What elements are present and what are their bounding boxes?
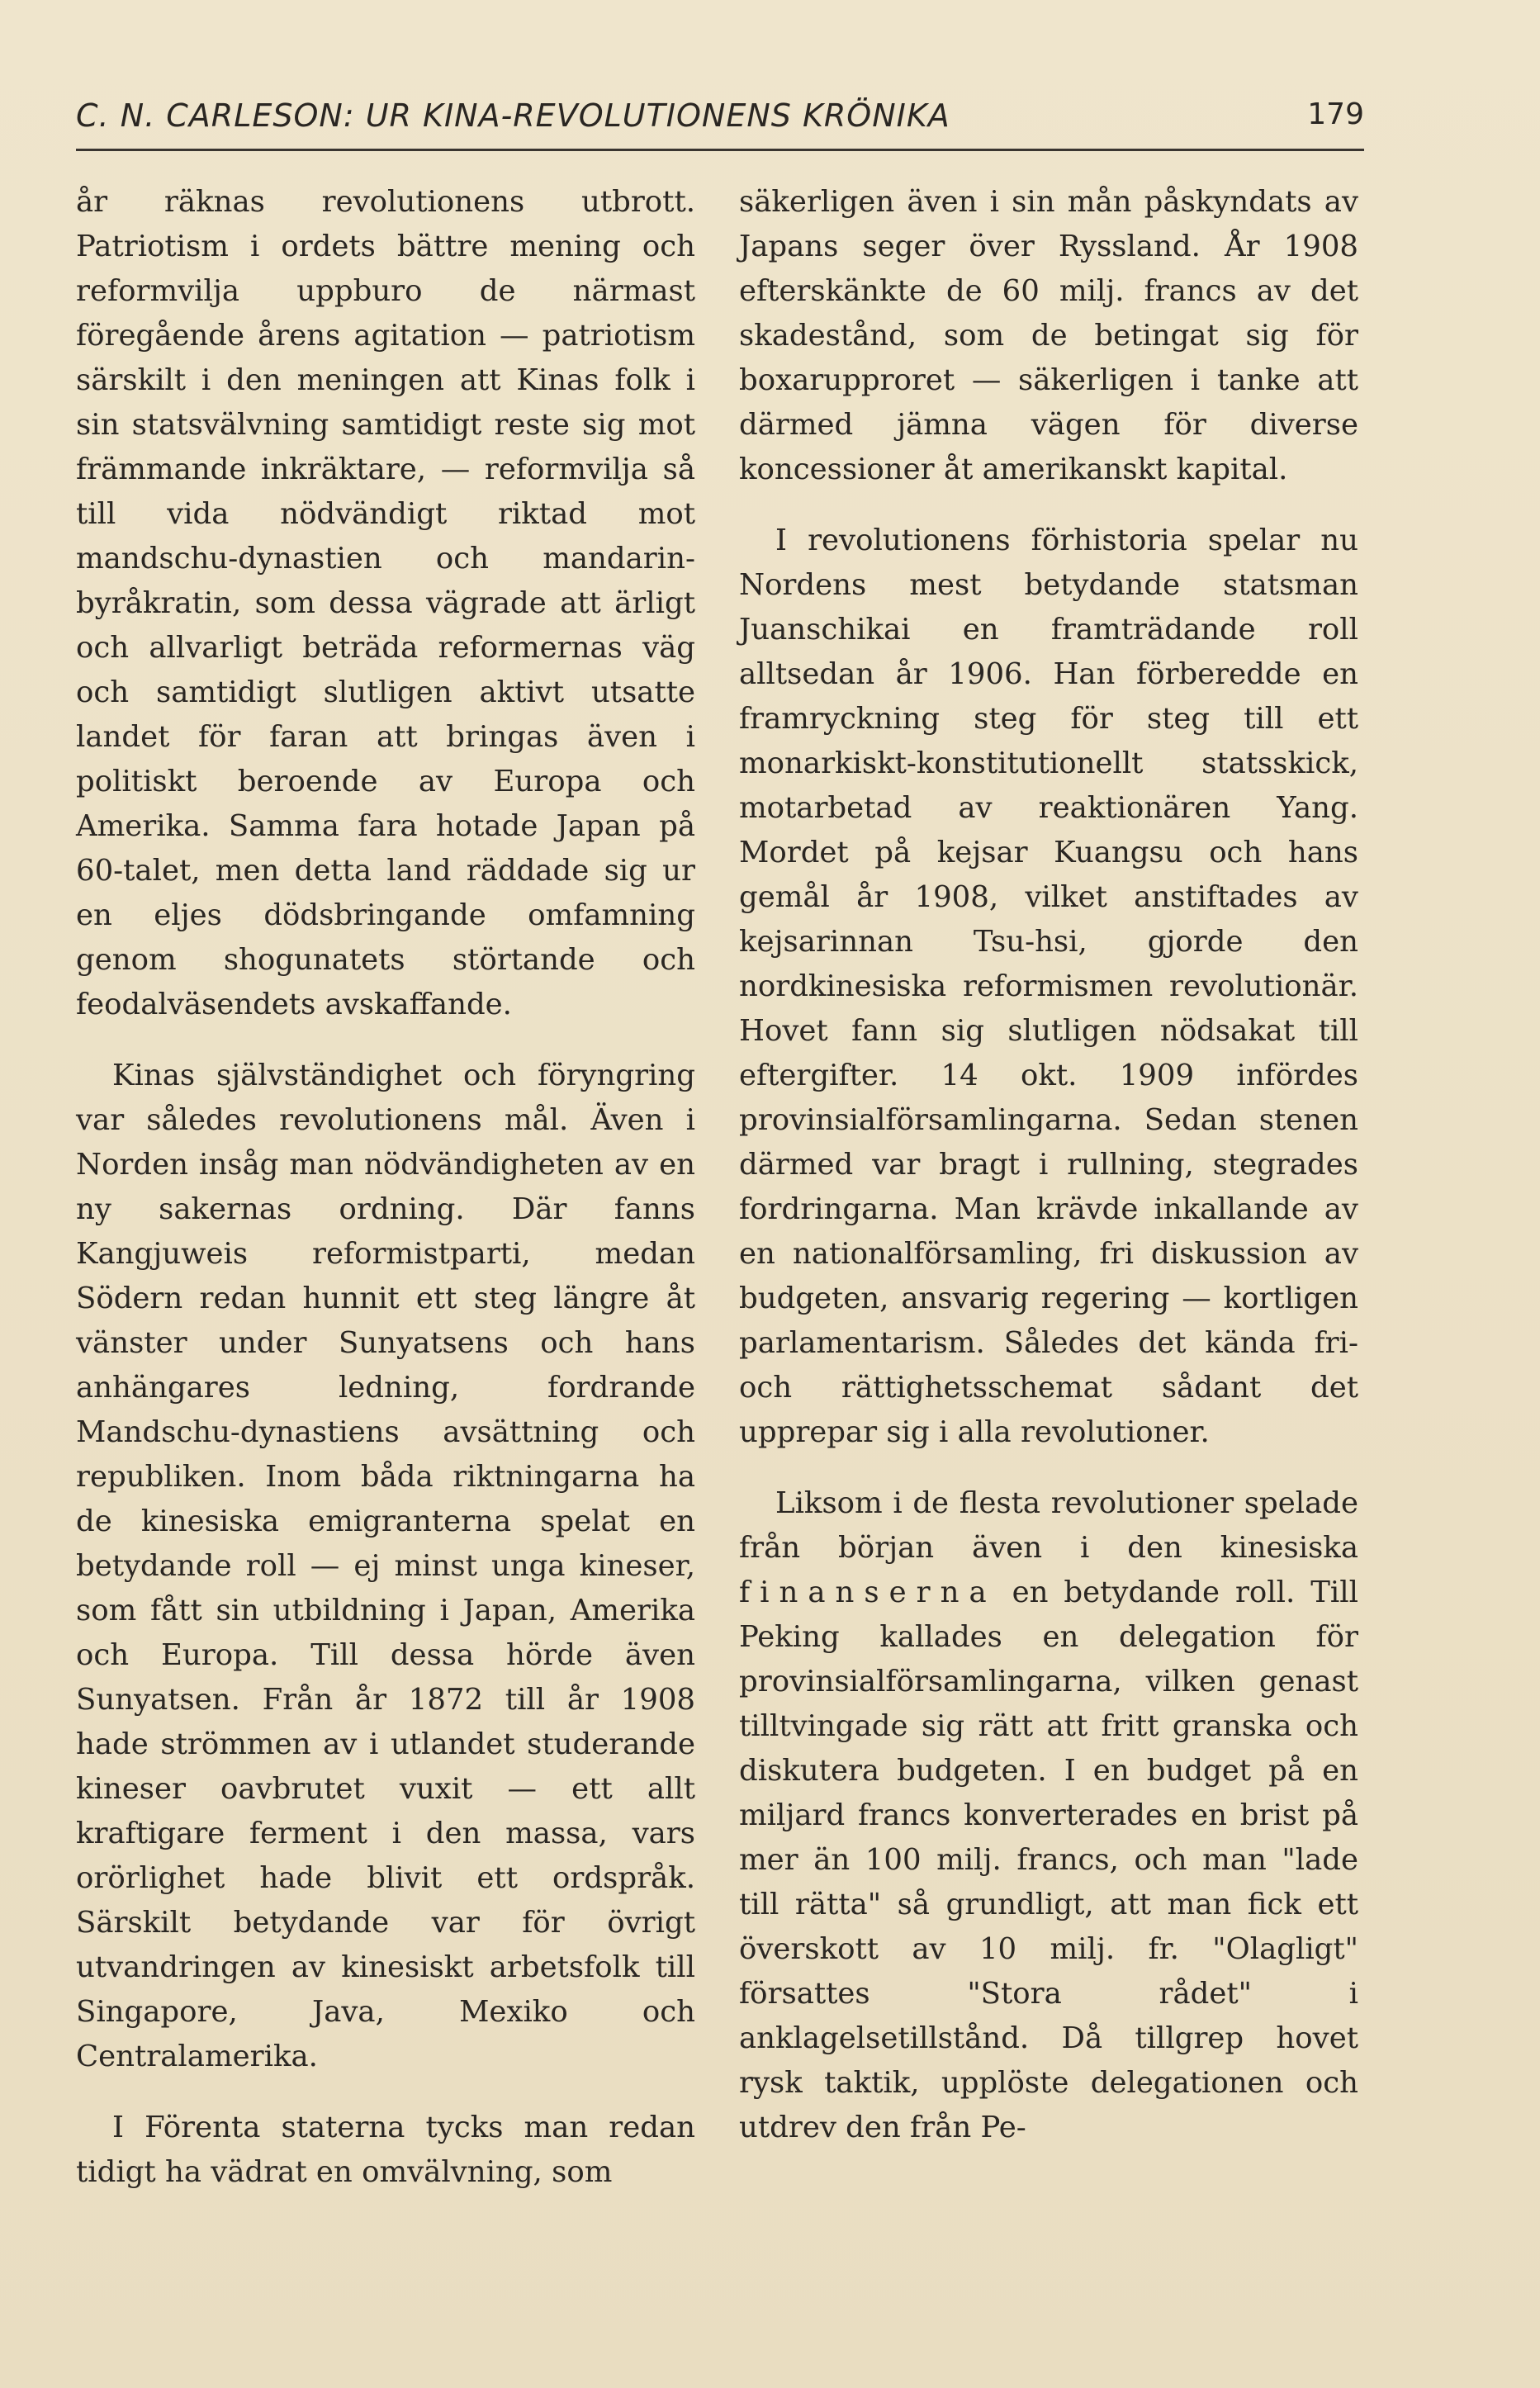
running-head: C. N. CARLESON: UR KINA-REVOLUTIONENS KRÖNIKA [76, 97, 950, 134]
right-paragraph-3-rest: en betydande roll. Till Peking kallades en delegation för provinsialförsamlingarna, vilken genast tilltvingade sig rätt att fritt granska och diskutera budgeten. I en budget på en miljard francs konverterades en brist på mer än 100 milj. francs, och man "lade till rätta" så grundligt, att man fick ett överskott av 10 milj. fr. "Olagligt" försattes "Stora rådet" i anklagelsetillstånd. Då tillgrep hovet rysk taktik, upplöste delegationen och utdrev den från Pe- [739, 1575, 1358, 2144]
page-header [76, 97, 1364, 147]
spaced-emphasis-word: finanserna [739, 1575, 997, 1609]
right-paragraph-1: säkerligen även i sin mån påskyndats av Japans seger över Ryssland. År 1908 efterskänkte de 60 milj. francs av det skadestånd, som de betingat sig för boxarupproret — säkerligen i tanke att därmed jämna vägen för diverse koncessioner åt amerikanskt kapital. [739, 185, 1358, 486]
header-rule [76, 149, 1364, 151]
left-paragraph-3: I Förenta staterna tycks man redan tidigt ha vädrat en omvälvning, som [76, 2111, 695, 2189]
left-column [76, 180, 695, 2221]
right-paragraph-2: I revolutionens förhistoria spelar nu Nordens mest betydande statsman Juanschikai en framträdande roll alltsedan år 1906. Han förberedde en framryckning steg för steg till ett monarkiskt-konstitutionellt statsskick, motarbetad av reaktionären Yang. Mordet på kejsar Kuangsu och hans gemål år 1908, vilket anstiftades av kejsarinnan Tsu-hsi, gjorde den nordkinesiska reformismen revolutionär. Hovet fann sig slutligen nödsakat till eftergifter. 14 okt. 1909 infördes provinsialförsamlingarna. Sedan stenen därmed var bragt i rullning, stegrades fordringarna. Man krävde inkallande av en nationalförsamling, fri diskussion av budgeten, ansvarig regering — kortligen parlamentarism. Således det kända fri- och rättighetsschemat sådant det upprepar sig i alla revolutioner. [739, 524, 1358, 1449]
right-paragraph-3-start: Liksom i de flesta revolutioner spelade från början även i den kinesiska [739, 1486, 1358, 1565]
right-column [739, 180, 1358, 2177]
right-paragraph-3 [739, 1481, 1358, 2150]
left-paragraph-2: Kinas självständighet och föryngring var således revolutionens mål. Även i Norden insåg man nödvändigheten av en ny sakernas ordning. Där fanns Kangjuweis reformistparti, medan Södern redan hunnit ett steg längre åt vänster under Sunyatsens och hans anhängares ledning, fordrande Mandschu-dynastiens avsättning och republiken. Inom båda riktningarna ha de kinesiska emigranterna spelat en betydande roll — ej minst unga kineser, som fått sin utbildning i Japan, Amerika och Europa. Till dessa hörde även Sunyatsen. Från år 1872 till år 1908 hade strömmen av i utlandet studerande kineser oavbrutet vuxit — ett allt kraftigare ferment i den massa, vars orörlighet hade blivit ett ordspråk. Särskilt betydande var för övrigt utvandringen av kinesiskt arbetsfolk till Singapore, Java, Mexiko och Centralamerika. [76, 1059, 695, 2073]
left-paragraph-1: år räknas revolutionens utbrott. Patriotism i ordets bättre mening och reformvilja uppburo de närmast föregående årens agitation — patriotism särskilt i den meningen att Kinas folk i sin statsvälvning samtidigt reste sig mot främmande inkräktare, — reformvilja så till vida nödvändigt riktad mot mandschu-dynastien och mandarin-byråkratin, som dessa vägrade att ärligt och allvarligt beträda reformernas väg och samtidigt slutligen aktivt utsatte landet för faran att bringas även i politiskt beroende av Europa och Amerika. Samma fara hotade Japan på 60-talet, men detta land räddade sig ur en eljes dödsbringande omfamning genom shogunatets störtande och feodalväsendets avskaffande. [76, 185, 695, 1021]
page-number: 179 [1307, 97, 1364, 131]
